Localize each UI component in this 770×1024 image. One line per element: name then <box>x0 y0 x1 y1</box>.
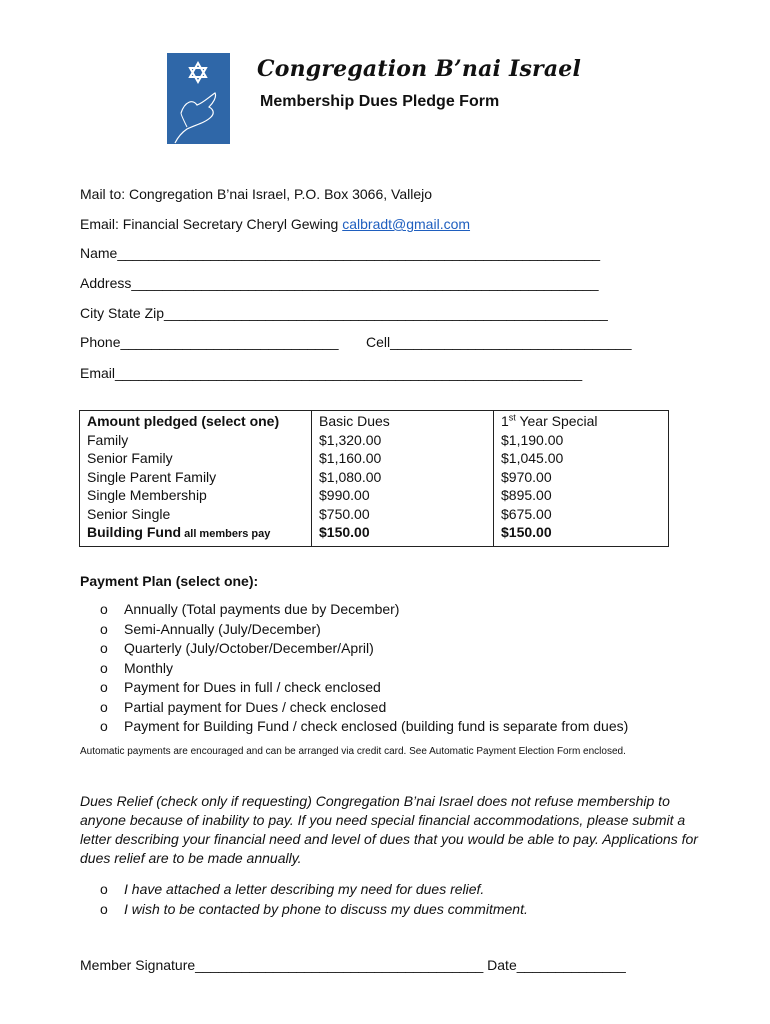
special-value: $675.00 <box>501 505 552 522</box>
list-item[interactable]: o Partial payment for Dues / check enclosed <box>100 698 628 718</box>
email-link[interactable]: calbradt@gmail.com <box>342 216 471 232</box>
star-of-david-hand-icon <box>167 53 230 144</box>
date-field[interactable]: Date______________ <box>487 957 626 973</box>
basic-dues-cell <box>312 411 494 547</box>
list-item[interactable]: o Annually (Total payments due by December) <box>100 600 628 620</box>
checkbox-bullet[interactable]: o <box>100 881 108 897</box>
col1-header: Amount pledged (select one) <box>87 413 280 429</box>
list-item[interactable]: o Semi-Annually (July/December) <box>100 620 628 640</box>
checkbox-bullet[interactable]: o <box>100 640 108 656</box>
list-item[interactable]: o I have attached a letter describing my need for dues relief. <box>100 881 485 897</box>
email-field[interactable]: Email____________________________________________________________ <box>80 365 583 381</box>
logo <box>167 53 230 144</box>
list-item[interactable]: o Payment for Dues in full / check enclosed <box>100 678 628 698</box>
col2-header: Basic Dues <box>319 413 390 429</box>
col3-header: 1st Year Special <box>501 412 598 429</box>
list-item[interactable]: o I wish to be contacted by phone to discuss my dues commitment. <box>100 901 528 917</box>
payment-plan-options <box>100 600 628 737</box>
list-item[interactable]: o Monthly <box>100 659 628 679</box>
row-label[interactable]: Single Membership <box>87 487 207 503</box>
basic-value: $1,160.00 <box>319 450 382 466</box>
building-fund-label[interactable]: Building Fund all members pay <box>87 524 271 540</box>
row-label[interactable]: Single Parent Family <box>87 468 217 485</box>
name-field[interactable]: Name______________________________________________________________ <box>80 245 601 261</box>
checkbox-bullet[interactable]: o <box>100 901 108 917</box>
email-contact-label: Email: Financial Secretary Cheryl Gewing <box>80 216 343 232</box>
city-state-zip-field[interactable]: City State Zip_________________________________________________________ <box>80 305 608 321</box>
payment-plan-title: Payment Plan (select one): <box>80 573 259 589</box>
special-value: $1,045.00 <box>501 450 564 466</box>
basic-value: $750.00 <box>319 505 370 522</box>
building-special-value: $150.00 <box>501 524 552 540</box>
basic-value: $1,080.00 <box>319 468 382 485</box>
checkbox-bullet[interactable]: o <box>100 718 108 734</box>
org-title: Congregation B’nai Israel <box>257 56 582 82</box>
special-value: $895.00 <box>501 487 552 503</box>
table-row <box>80 411 669 547</box>
special-dues-cell <box>494 411 669 547</box>
email-contact <box>80 216 470 232</box>
dues-relief-text: Dues Relief (check only if requesting) Congregation B’nai Israel does not refuse membership to anyone because of inability to pay. If you need special financial accommodations, please submit a letter describing your financial need and level of dues that you would be able to pay. Applications for dues relief are to be made annually. <box>80 793 698 866</box>
mail-to: Mail to: Congregation B’nai Israel, P.O. Box 3066, Vallejo <box>80 186 433 202</box>
basic-value: $990.00 <box>319 487 370 503</box>
dues-table <box>79 410 669 547</box>
basic-value: $1,320.00 <box>319 431 382 448</box>
row-label[interactable]: Family <box>87 431 129 448</box>
special-value: $970.00 <box>501 468 552 485</box>
special-value: $1,190.00 <box>501 431 564 448</box>
row-label[interactable]: Senior Single <box>87 505 171 522</box>
member-signature-field[interactable]: Member Signature_____________________________________ <box>80 957 484 973</box>
relief-options <box>100 879 528 919</box>
list-item[interactable]: o Quarterly (July/October/December/April) <box>100 639 628 659</box>
checkbox-bullet[interactable]: o <box>100 620 108 637</box>
building-basic-value: $150.00 <box>319 524 370 540</box>
checkbox-bullet[interactable]: o <box>100 679 108 695</box>
checkbox-bullet[interactable]: o <box>100 659 108 676</box>
checkbox-bullet[interactable]: o <box>100 698 108 715</box>
address-field[interactable]: Address____________________________________________________________ <box>80 275 599 291</box>
row-label[interactable]: Senior Family <box>87 450 173 466</box>
automatic-payment-note: Automatic payments are encouraged and can be arranged via credit card. See Automatic Payment Election Form enclosed. <box>80 746 626 757</box>
list-item[interactable]: o Payment for Building Fund / check enclosed (building fund is separate from dues) <box>100 717 628 737</box>
form-title: Membership Dues Pledge Form <box>260 93 500 110</box>
dues-labels-cell <box>80 411 312 547</box>
checkbox-bullet[interactable]: o <box>100 601 108 617</box>
cell-field[interactable]: Cell_______________________________ <box>366 334 632 350</box>
phone-field[interactable]: Phone____________________________ <box>80 334 339 350</box>
signature-line <box>80 957 626 973</box>
